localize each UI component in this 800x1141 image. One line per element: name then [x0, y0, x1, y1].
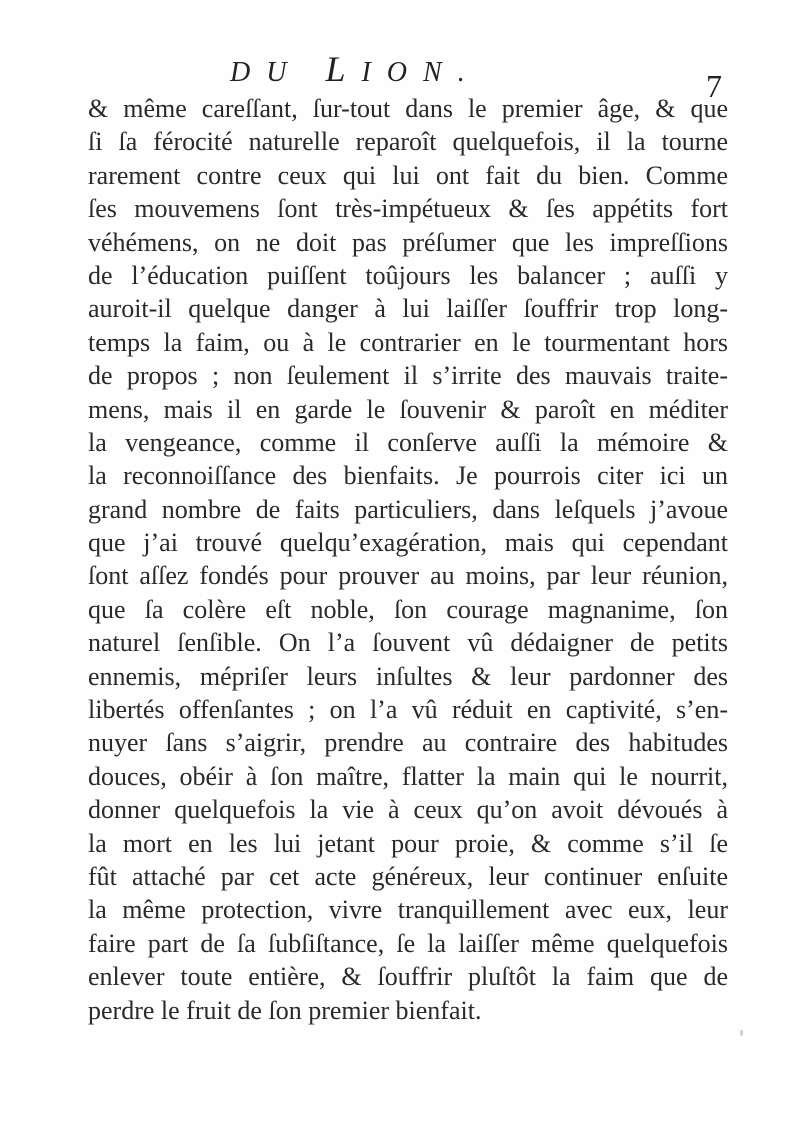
running-head-prefix: DU [230, 57, 326, 88]
text-line: nuyer ſans s’aigrir, prendre au contraire des habitudes [88, 728, 728, 758]
text-line: faire part de ſa ſubſiſtance, ſe la laiſſer même quelquefois [88, 928, 728, 958]
text-line: donner quelquefois la vie à ceux qu’on avoit dévoués à [88, 795, 728, 825]
text-line: enlever toute entière, & ſouffrir pluſtôt la faim que de [88, 962, 728, 992]
text-line: fût attaché par cet acte généreux, leur continuer enſuite [88, 861, 728, 891]
running-head [230, 48, 481, 90]
text-line: ſont aſſez fondés pour prouver au moins, par leur réunion, [88, 561, 728, 591]
running-head-rest: ION. [361, 57, 481, 88]
text-line: que ſa colère eſt noble, ſon courage magnanime, ſon [88, 594, 728, 624]
paper-speck [740, 1030, 743, 1036]
text-line-last: perdre le fruit de ſon premier bienfait. [88, 995, 482, 1025]
text-line: temps la faim, ou à le contrarier en le tourmentant hors [88, 327, 728, 357]
text-line: la même protection, vivre tranquillement avec eux, leur [88, 895, 728, 925]
page-number: 7 [706, 68, 722, 104]
body-text [88, 92, 728, 1027]
text-line: véhémens, on ne doit pas préſumer que les impreſſions [88, 227, 728, 257]
running-head-initial: L [325, 49, 362, 89]
text-line: auroit-il quelque danger à lui laiſſer ſouffrir trop long- [88, 294, 728, 324]
text-line: mens, mais il en garde le ſouvenir & paroît en méditer [88, 394, 728, 424]
text-line: grand nombre de faits particuliers, dans leſquels j’avoue [88, 494, 728, 524]
text-line: ſes mouvemens ſont très-impétueux & ſes appétits fort [88, 194, 728, 224]
text-line: que j’ai trouvé quelqu’exagération, mais qui cependant [88, 528, 728, 558]
text-line: la mort en les lui jetant pour proie, & comme s’il ſe [88, 828, 728, 858]
text-line: ennemis, mépriſer leurs inſultes & leur pardonner des [88, 661, 728, 691]
text-line: libertés offenſantes ; on l’a vû réduit en captivité, s’en- [88, 695, 728, 725]
text-line: naturel ſenſible. On l’a ſouvent vû dédaigner de petits [88, 628, 728, 658]
text-line: douces, obéir à ſon maître, flatter la main qui le nourrit, [88, 761, 728, 791]
text-line: ſi ſa férocité naturelle reparoît quelquefois, il la tourne [88, 127, 728, 157]
text-line: la vengeance, comme il conſerve auſſi la mémoire & [88, 427, 728, 457]
text-line: & même careſſant, ſur-tout dans le premier âge, & que [88, 94, 728, 123]
text-line: la reconnoiſſance des bienfaits. Je pourrois citer ici un [88, 461, 728, 491]
text-line: de propos ; non ſeulement il s’irrite des mauvais traite- [88, 361, 728, 391]
text-line: rarement contre ceux qui lui ont fait du bien. Comme [88, 160, 728, 190]
text-line: de l’éducation puiſſent toûjours les balancer ; auſſi y [88, 260, 728, 290]
